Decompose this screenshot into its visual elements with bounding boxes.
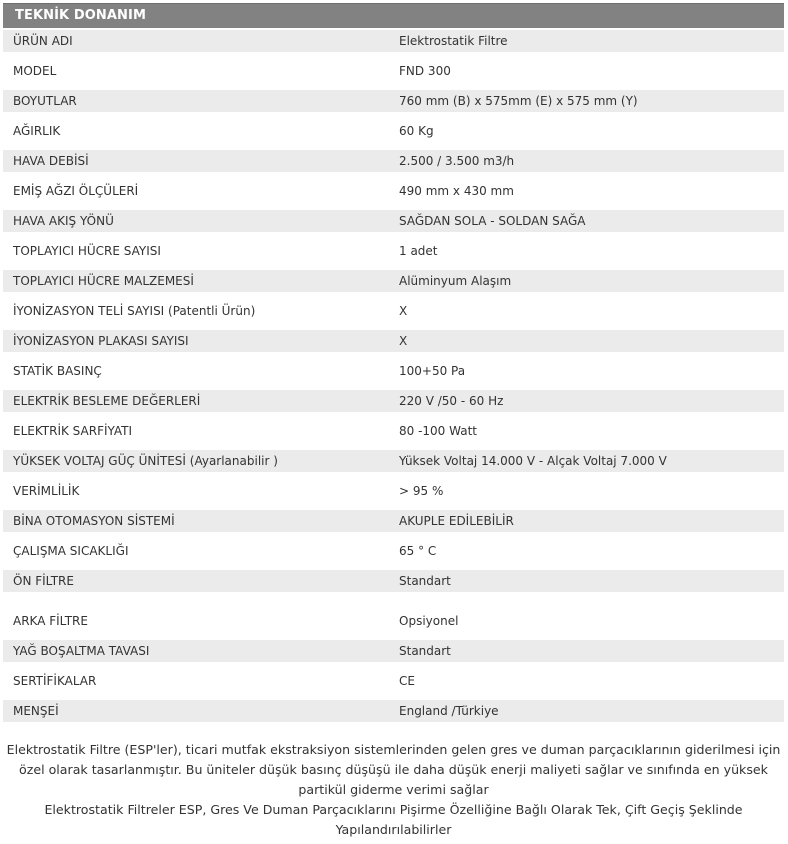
row-value: 100+50 Pa <box>399 364 466 378</box>
row-label: VERİMLİLİK <box>13 484 80 498</box>
table-row <box>3 388 784 418</box>
row-label: AĞIRLIK <box>13 124 61 138</box>
row-value: 220 V /50 - 60 Hz <box>399 394 504 408</box>
row-value: Standart <box>399 574 451 588</box>
row-label: TOPLAYICI HÜCRE MALZEMESİ <box>13 274 194 288</box>
row-label: MODEL <box>13 64 57 78</box>
row-value: 2.500 / 3.500 m3/h <box>399 154 515 168</box>
row-label: ÖN FİLTRE <box>13 574 74 588</box>
table-row <box>3 178 784 208</box>
table-header <box>3 3 784 28</box>
table-row <box>3 508 784 538</box>
row-label: ARKA FİLTRE <box>13 614 88 628</box>
row-value: X <box>399 334 408 348</box>
table-row <box>3 238 784 268</box>
row-value: 65 ° C <box>399 544 437 558</box>
row-label: ELEKTRİK SARFİYATI <box>13 424 133 438</box>
table-row <box>3 118 784 148</box>
table-row <box>3 698 784 728</box>
row-value: Standart <box>399 644 451 658</box>
table-row <box>3 88 784 118</box>
row-label: BİNA OTOMASYON SİSTEMİ <box>13 514 175 528</box>
row-value: England /Türkiye <box>399 704 499 718</box>
row-value: 80 -100 Watt <box>399 424 477 438</box>
table-row <box>3 568 784 608</box>
table-row <box>3 28 784 58</box>
row-label: MENŞEİ <box>13 704 59 718</box>
row-label: YÜKSEK VOLTAJ GÜÇ ÜNİTESİ (Ayarlanabilir ) <box>13 454 278 468</box>
row-value: CE <box>399 674 415 688</box>
table-row <box>3 638 784 668</box>
table-row <box>3 538 784 568</box>
table-row <box>3 298 784 328</box>
table-row <box>3 478 784 508</box>
table-row <box>3 448 784 478</box>
table-row <box>3 328 784 358</box>
row-label: EMİŞ AĞZI ÖLÇÜLERİ <box>13 184 139 198</box>
table-row <box>3 668 784 698</box>
row-label: HAVA AKIŞ YÖNÜ <box>13 214 114 228</box>
row-value: 60 Kg <box>399 124 434 138</box>
row-value: 490 mm x 430 mm <box>399 184 514 198</box>
row-value: Elektrostatik Filtre <box>399 34 508 48</box>
table-row <box>3 608 784 638</box>
row-label: BOYUTLAR <box>13 94 77 108</box>
table-row <box>3 358 784 388</box>
row-label: YAĞ BOŞALTMA TAVASI <box>13 644 150 658</box>
table-row <box>3 268 784 298</box>
row-value: > 95 % <box>399 484 444 498</box>
row-value: X <box>399 304 408 318</box>
row-label: ELEKTRİK BESLEME DEĞERLERİ <box>13 394 201 408</box>
table-row <box>3 208 784 238</box>
row-value: Alüminyum Alaşım <box>399 274 512 288</box>
table-row <box>3 418 784 448</box>
row-label: HAVA DEBİSİ <box>13 154 89 168</box>
product-description <box>3 740 784 840</box>
row-label: STATİK BASINÇ <box>13 364 102 378</box>
row-label: İYONİZASYON TELİ SAYISI (Patentli Ürün) <box>13 304 256 318</box>
table-title: TEKNİK DONANIM <box>15 8 146 23</box>
row-value: AKUPLE EDİLEBİLİR <box>399 514 514 528</box>
row-value: FND 300 <box>399 64 451 78</box>
row-value: SAĞDAN SOLA - SOLDAN SAĞA <box>399 214 586 228</box>
row-label: SERTİFİKALAR <box>13 674 97 688</box>
row-label: ÇALIŞMA SICAKLIĞI <box>13 544 129 558</box>
row-label: İYONİZASYON PLAKASI SAYISI <box>13 334 189 348</box>
description-paragraph: Elektrostatik Filtreler ESP, Gres Ve Duman Parçacıklarını Pişirme Özelliğine Bağlı Olarak Tek, Çift Geçiş Şeklinde Yapılandırılabilirler <box>44 802 743 837</box>
row-label: TOPLAYICI HÜCRE SAYISI <box>13 244 161 258</box>
table-row <box>3 58 784 88</box>
row-value: 760 mm (B) x 575mm (E) x 575 mm (Y) <box>399 94 638 108</box>
row-value: 1 adet <box>399 244 438 258</box>
description-paragraph: Elektrostatik Filtre (ESP'ler), ticari mutfak ekstraksiyon sistemlerinden gelen gres ve duman parçacıklarının giderilmesi için özel olarak tasarlanmıştır. Bu üniteler düşük basınç düşüşü ile daha düşük enerji maliyeti sağlar ve sınıfında en yüksek partikül giderme verimi sağlar <box>6 742 781 797</box>
row-value: Opsiyonel <box>399 614 459 628</box>
row-value: Yüksek Voltaj 14.000 V - Alçak Voltaj 7.000 V <box>399 454 667 468</box>
table-row <box>3 148 784 178</box>
row-label: ÜRÜN ADI <box>13 34 73 48</box>
spec-table <box>3 28 784 728</box>
